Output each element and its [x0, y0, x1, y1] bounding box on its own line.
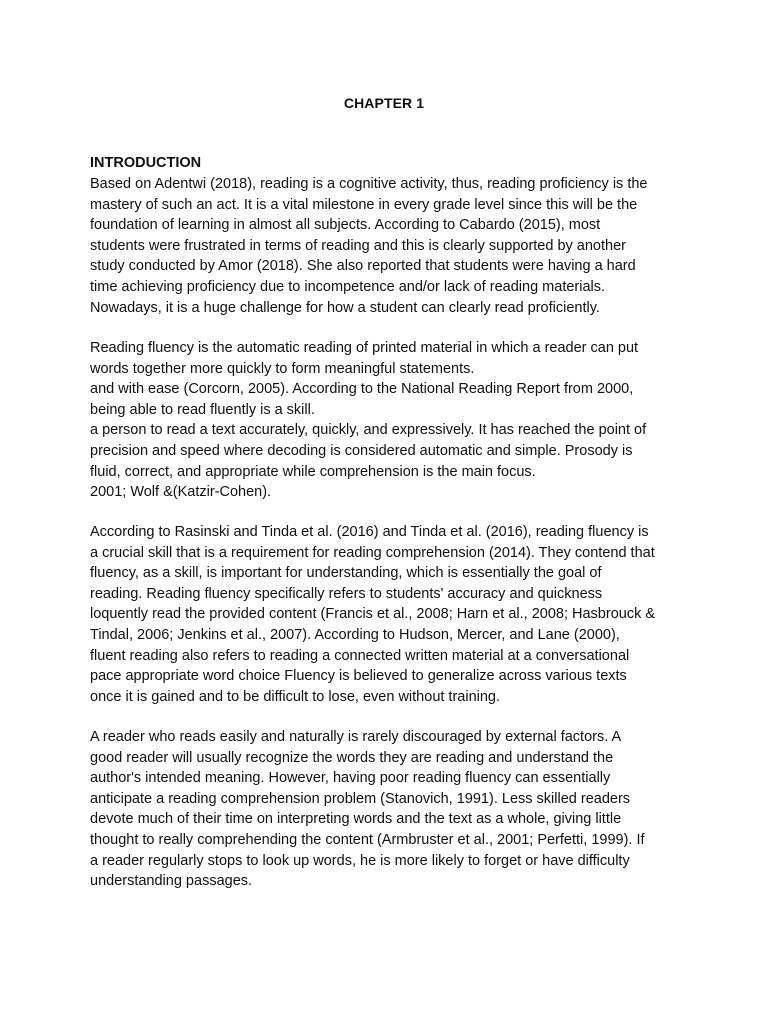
paragraph [90, 522, 700, 707]
paragraph-line: study conducted by Amor (2018). She also reported that students were having a hard [90, 258, 636, 275]
paragraph-line: author's intended meaning. However, having poor reading fluency can essentially [90, 770, 611, 787]
paragraph-line: understanding passages. [90, 873, 253, 890]
paragraph-line: a person to read a text accurately, quickly, and expressively. It has reached the point of [90, 422, 647, 439]
paragraph-line: foundation of learning in almost all subjects. According to Cabardo (2015), most [90, 217, 601, 234]
paragraph-line: a reader regularly stops to look up words, he is more likely to forget or have difficulty [90, 852, 630, 869]
paragraph-line: loquently read the provided content (Francis et al., 2008; Harn et al., 2008; Hasbrouck & [90, 606, 656, 623]
paragraph-line: reading. Reading fluency specifically refers to students' accuracy and quickness [90, 585, 603, 602]
paragraph-line: precision and speed where decoding is considered automatic and simple. Prosody is [90, 442, 633, 459]
paragraph-line: According to Rasinski and Tinda et al. (2016) and Tinda et al. (2016), reading fluency is [90, 524, 649, 540]
paragraph-line: fluency, as a skill, is important for understanding, which is essentially the goal of [90, 565, 602, 582]
paragraph-line: Based on Adentwi (2018), reading is a cognitive activity, thus, reading proficiency is the [90, 176, 648, 192]
paragraph [90, 727, 700, 892]
paragraph-line: once it is gained and to be difficult to lose, even without training. [90, 688, 501, 705]
paragraph-line: students were frustrated in terms of reading and this is clearly supported by another [90, 237, 626, 254]
paragraph-line: 2001; Wolf &(Katzir-Cohen). [90, 484, 272, 501]
paragraph-line: A reader who reads easily and naturally is rarely discouraged by external factors. A [90, 729, 622, 745]
paragraph-line: fluent reading also refers to reading a connected written material at a conversational [90, 647, 630, 664]
paragraph-line: pace appropriate word choice Fluency is believed to generalize across various texts [90, 668, 627, 685]
paragraph-line: mastery of such an act. It is a vital milestone in every grade level since this will be the [90, 196, 638, 213]
paragraph-line: Reading fluency is the automatic reading of printed material in which a reader can put [90, 340, 639, 356]
paragraph-line: thought to really comprehending the content (Armbruster et al., 2001; Perfetti, 1999). If [90, 831, 645, 848]
paragraph-line: being able to read fluently is a skill. [90, 401, 315, 418]
paragraph-line: and with ease (Corcorn, 2005). According to the National Reading Report from 2000, [90, 381, 634, 398]
paragraph-line: words together more quickly to form meaningful statements. [90, 360, 475, 377]
paragraph-line: a crucial skill that is a requirement for reading comprehension (2014). They contend that [90, 544, 655, 561]
paragraph-line: devote much of their time on interpreting words and the text as a whole, giving little [90, 811, 622, 828]
paragraph-line: Nowadays, it is a huge challenge for how a student can clearly read proficiently. [90, 299, 600, 316]
paragraph-line: Tindal, 2006; Jenkins et al., 2007). According to Hudson, Mercer, and Lane (2000), [90, 626, 620, 643]
paragraph-line: good reader will usually recognize the words they are reading and understand the [90, 749, 614, 766]
paragraph-line: anticipate a reading comprehension problem (Stanovich, 1991). Less skilled readers [90, 790, 631, 807]
chapter-title: CHAPTER 1 [343, 95, 425, 111]
paragraph-line: time achieving proficiency due to incompetence and/or lack of reading materials. [90, 278, 606, 295]
section-heading: INTRODUCTION [90, 155, 202, 171]
paragraph [90, 338, 700, 503]
paragraph-line: fluid, correct, and appropriate while comprehension is the main focus. [90, 463, 536, 480]
paragraph [90, 174, 700, 318]
